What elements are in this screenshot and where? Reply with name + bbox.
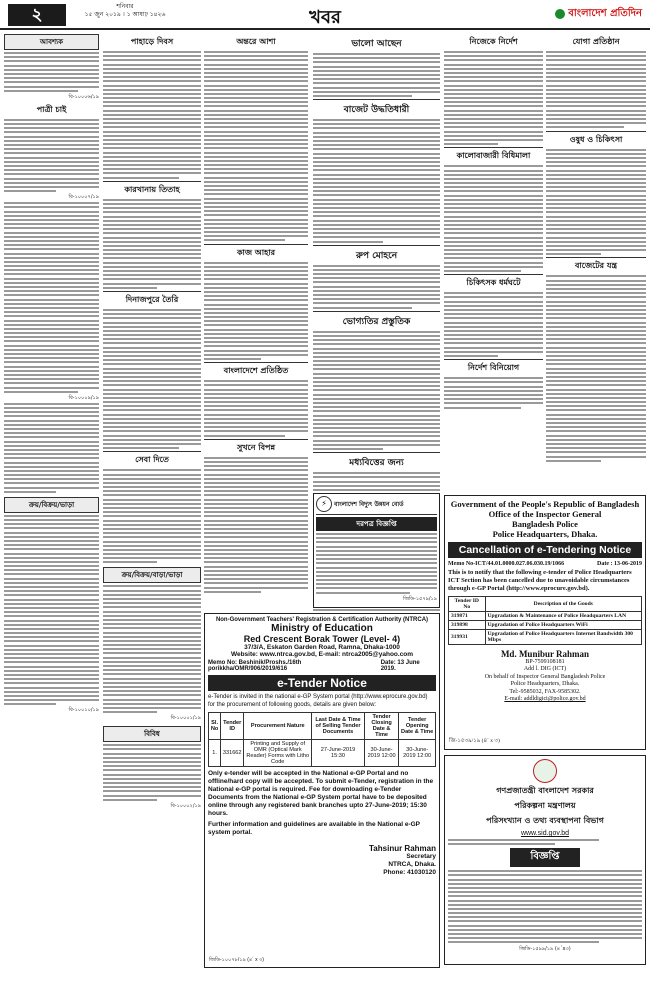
planning-ad-ref: জিডি-১৫৯৯/১৯ (৪´x৩) — [519, 945, 571, 952]
classified-heading-3: ক্রয়/বিক্রয়/বাড়া/ভাড়া — [103, 567, 201, 583]
headline: ভালো আছেন — [351, 39, 402, 49]
police-memo-no: Memo No-ICT/44.01.0000.027.06.030.19/1066 — [448, 561, 565, 567]
ntrca-memo-no: Memo No: Beshinik/Proshs./16th porikkha/OMR/906/2019/616 — [208, 660, 302, 672]
police-org-line: Bangladesh Police — [512, 519, 578, 529]
classified-heading-4: বিবিধ — [103, 726, 201, 742]
classified-ref: বি-১০০০১/১৯ — [170, 715, 201, 722]
website-link[interactable]: www.sid.gov.bd — [520, 830, 570, 837]
table-row: 319871 Upgradation & Maintenance of Police Headquarters LAN — [449, 612, 642, 621]
date-line — [70, 3, 180, 19]
section-title: খবর — [309, 7, 341, 28]
headline: দিনাজপুরে তৈরি — [125, 294, 179, 304]
police-notice-banner: Cancellation of e-Tendering Notice — [448, 542, 642, 558]
classified-ref: বি-১০০১০/১৯ — [68, 707, 99, 714]
classified-ref: বি-১০০০২/১৯ — [170, 802, 201, 809]
classified-column — [4, 34, 99, 715]
ntrca-memo-date: Date: 13 June 2019. — [380, 660, 420, 672]
headline: ভোগ্যতির প্রস্তুতিক — [342, 316, 411, 327]
table-header: Procurement Nature — [244, 713, 312, 740]
police-notice-text: This is to notify that the following e-tender of Police Headquarters ICT Section has been cancelled due to unavoidable circumstances through e-GP Portal (http://www.eprocure.gov.bd). — [448, 569, 632, 592]
classified-heading-2: ক্রয়/বিক্রয়/ভাড়া — [4, 497, 99, 513]
headline: বাংলাদেশে প্রতিষ্ঠিত — [223, 366, 289, 376]
classified-body — [4, 52, 99, 493]
classified-ref: বি-১০০০৬/১৯ — [68, 93, 99, 100]
police-tender-table — [448, 596, 642, 645]
table-header: Tender Closing Date & Time — [364, 713, 398, 740]
headline: কালোবাজারী বিধিমালা — [456, 151, 531, 161]
ntrca-ad-ref: জিডি-১০০৭৮/১৯ (৪´ x ৩) — [209, 957, 264, 963]
ntrca-intro: e-Tender is invited in the national e-GP System portal (http://www.eprocure.gov.bd) for the procurement of following goods, details are given below: — [208, 694, 428, 708]
power-board-tender-ad — [313, 493, 440, 608]
headline: মধ্যবিত্তের জন্য — [349, 458, 404, 469]
headline: কারখানায় তিতাহ — [124, 184, 180, 194]
police-gov-line: Government of the People's Republic of Bangladesh — [450, 499, 640, 509]
table-header: Tender ID No — [449, 597, 486, 612]
table-row: 1. 331662 Printing and Supply of OMR (Optical Mark Reader) Forms with Litho Code 27-June-2019 15:30 30-June-2019 12:00 30-June-2019 12:00 — [209, 740, 436, 767]
headline: সেবা দিতে — [135, 455, 169, 465]
headline: ওষুধ ও চিকিৎসা — [569, 134, 623, 144]
police-signature-block: Md. Munibur Rahman BP-7599108181 Add l. DIG (ICT) On behalf of Inspector General Bangladesh Police Police Headquarters, Dhaka. Tel:-9585032, FAX-9585302. E-mail: addldigict@police.gov.bd — [484, 649, 606, 702]
weekday: শনিবার — [116, 3, 134, 10]
notice-banner: বিজ্ঞপ্তি — [510, 848, 580, 867]
classified-heading: আবশ্যক — [4, 34, 99, 50]
headline: যোগা প্রতিষ্ঠান — [572, 37, 620, 46]
date-text: ১৫ জুন ২০১৯ । ১ আষাঢ় ১৪২৬ — [84, 11, 166, 18]
classified-ref: বি-১০০০৭/১৯ — [68, 194, 99, 201]
table-header: Sl. No — [209, 713, 221, 740]
logo-icon — [555, 9, 565, 19]
ntrca-further-info: Further information and guidelines are available in the National e-GP system portal. — [208, 821, 420, 836]
headline: চিকিৎসক ধর্মঘটে — [466, 278, 521, 288]
ntrca-conditions: Only e-tender will be accepted in the National e-GP Portal and no offline/hard copy will be accepted. To submit e-Tender, registration in the National e-GP portal is required. Fee for downloading e-Tender Documents from the National e-GP System portal have to be deposited online through any registered bank branches upto 27-June-2019; 15:30 hours. — [208, 770, 434, 817]
ntrca-banner: e-Tender Notice — [208, 675, 436, 691]
table-header: Tender Opening Date & Time — [399, 713, 436, 740]
police-ad-ref: জি-১৫৩৯/১৯ (৪´ x ৩) — [449, 738, 500, 744]
police-office-line: Office of the Inspector General — [488, 509, 602, 519]
table-header: Tender ID — [221, 713, 244, 740]
government-seal-icon — [533, 759, 557, 783]
power-board-ref: জিডি-১৫৭৯/১৯ — [403, 595, 437, 602]
ntrca-tender-table — [208, 712, 436, 767]
classified-ref: বি-১০০০৯/১৯ — [68, 394, 99, 401]
headline: রুপ মোহনে — [355, 250, 398, 261]
police-memo-date: Date : 13-06-2019 — [597, 561, 642, 567]
headline: পাহাড়ে দিবস — [130, 37, 174, 46]
police-cancellation-notice — [444, 495, 646, 750]
power-board-banner: দরপত্র বিজ্ঞপ্তি — [316, 517, 437, 531]
page-number: ২ — [8, 4, 66, 26]
classified-subheading: পাত্রী চাই — [36, 104, 67, 114]
news-column-5 — [444, 34, 543, 411]
ntrca-signature: Tahsinur Rahman Secretary NTRCA, Dhaka. Phone: 41030120 — [369, 844, 436, 876]
news-column-3 — [204, 34, 308, 595]
police-hq-line: Police Headquarters, Dhaka. — [492, 529, 598, 539]
newspaper-logo: বাংলাদেশ প্রতিদিন — [530, 4, 642, 24]
power-board-name: বাংলাদেশ বিদ্যুৎ উন্নয়ন বোর্ড — [334, 500, 404, 508]
ntrca-etender-notice: Non-Government Teachers' Registration & Certification Authority (NTRCA) Ministry of Education Red Crescent Borak Tower (Level- 4) 37/3/A, Eskaton Garden Road, Ramna, Dhaka-1000 Website: www.ntrca.gov.bd, E-mail: ntrca2005@yahoo.com Memo No: Beshinik/Proshs./16th porikkha/OMR/906/2019/616 Date: 13 June 2019. e-Tender Notice e-Tender is invited in the national e-GP System portal (http://www.eprocure.gov.bd) for the procurement of following goods, details are given below: Sl. No Tender ID Procurement Nature Last Date & Time of Selling Tender Documents Tender Closing Date & Time Tender Opening Date & Time 1. 331662 Printing and Supply of OMR (Optical Mark Reader) Forms with Litho Code 27-June-2019 15:30 30-June-2019 12:00 30-June-2019 12:00 Only e-tender will be accepted in the National e-GP Portal and no offline/hard copy will be accepted. To submit e-Tender, registration in the National e-GP portal is required. Fee for downloading e-Tender Documents from the National e-GP System portal have to be deposited online through any registered bank branches upto 27-June-2019; 15:30 hours. Further information and guidelines are available in the National e-GP system portal. Tahsinur Rahman Secretary NTRCA, Dhaka. Phone: 41030120 জিডি-১০০৭৮/১৯ (৪´ x ৩) — [204, 613, 440, 968]
headline: নিজেকে নির্দেশ — [469, 37, 518, 46]
headline: অন্তরে আশা — [236, 37, 276, 46]
headline: বাজেটের যন্ত্র — [574, 261, 618, 271]
headline: নির্দেশ বিনিয়োগ — [467, 363, 520, 373]
news-column-6 — [546, 34, 646, 464]
planning-ministry-notice: গণপ্রজাতন্ত্রী বাংলাদেশ সরকার পরিকল্পনা মন্ত্রণালয় পরিসংখ্যান ও তথ্য ব্যবস্থাপনা বিভাগ www.sid.gov.bd বিজ্ঞপ্তি জিডি-১৫৯৯/১৯ (৪´x৩) — [444, 755, 646, 965]
headline: বাজেট উদ্ধতিধারী — [343, 105, 410, 116]
news-column-2 — [103, 34, 201, 811]
table-row: 319931 Upgradation of Police Headquarters Internet Bandwidth 300 Mbps — [449, 630, 642, 645]
table-header: Description of the Goods — [485, 597, 641, 612]
page-header — [0, 0, 650, 30]
table-header: Last Date & Time of Selling Tender Documents — [312, 713, 365, 740]
headline: সুখনে বিপন্ন — [236, 442, 276, 452]
power-board-logo-icon: ⚡ — [316, 496, 332, 512]
table-row: 319898 Upgradation of Police Headquarters WiFi — [449, 621, 642, 630]
headline: কাজ আহার — [236, 247, 276, 257]
